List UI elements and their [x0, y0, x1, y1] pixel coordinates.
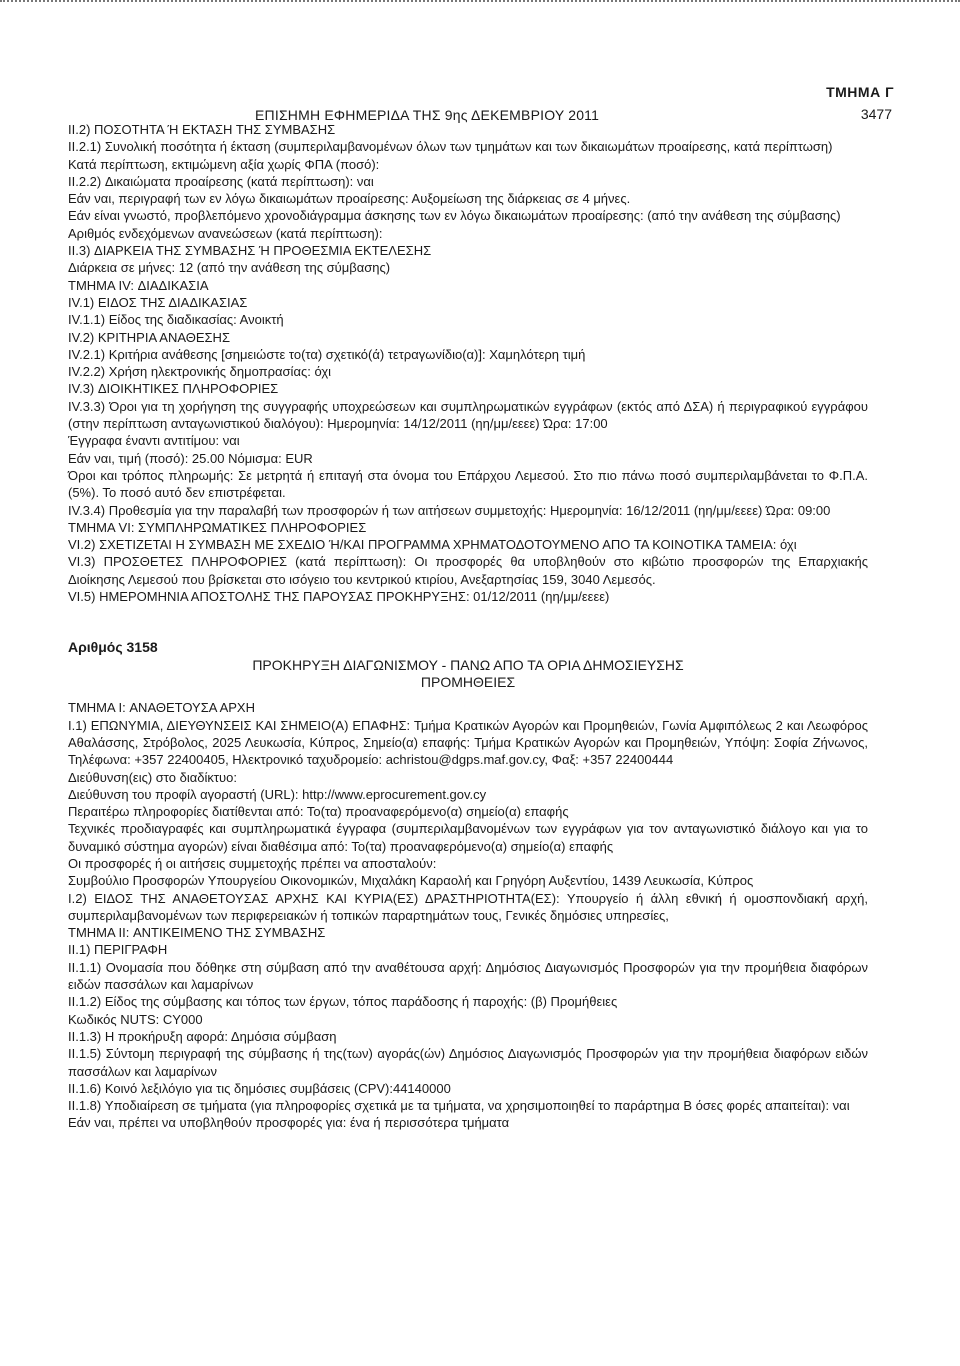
paragraph: Οι προσφορές ή οι αιτήσεις συμμετοχής πρέπει να αποσταλούν:	[68, 855, 437, 871]
paragraph: II.1) ΠΕΡΙΓΡΑΦΗ	[68, 942, 168, 958]
paragraph: IV.2.2) Χρήση ηλεκτρονικής δημοπρασίας: όχι	[68, 364, 332, 380]
scan-edge-line	[0, 0, 960, 8]
paragraph: Εάν ναι, πρέπει να υποβληθούν προσφορές για: ένα ή περισσότερα τμήματα	[68, 1115, 510, 1131]
section-heading: ΤΜΗΜΑ VI: ΣΥΜΠΛΗΡΩΜΑΤΙΚΕΣ ΠΛΗΡΟΦΟΡΙΕΣ	[68, 519, 367, 535]
paragraph: Έγγραφα έναντι αντιτίμου: ναι	[68, 433, 240, 449]
paragraph: IV.1.1) Είδος της διαδικασίας: Ανοικτή	[68, 312, 284, 328]
document-body	[68, 121, 868, 1132]
notice-title	[68, 657, 868, 691]
paragraph: Διεύθυνση του προφίλ αγοραστή (URL): http://www.eprocurement.gov.cy	[68, 786, 487, 802]
section-heading: ΤΜΗΜΑ II: ΑΝΤΙΚΕΙΜΕΝΟ ΤΗΣ ΣΥΜΒΑΣΗΣ	[68, 925, 326, 941]
paragraph: IV.3) ΔΙΟΙΚΗΤΙΚΕΣ ΠΛΗΡΟΦΟΡΙΕΣ	[68, 381, 279, 397]
paragraph: II.2.1) Συνολική ποσότητα ή έκταση (συμπεριλαμβανομένων όλων των τμημάτων και των δικαιωμάτων προαίρεσης, κατά περίπτωση)	[68, 139, 833, 155]
gazette-title: ΕΠΙΣΗΜΗ ΕΦΗΜΕΡΙΔΑ ΤΗΣ 9ης ΔΕΚΕΜΒΡΙΟΥ 2011	[255, 107, 600, 123]
paragraph: Αριθμός ενδεχόμενων ανανεώσεων (κατά περίπτωση):	[68, 225, 383, 241]
paragraph: IV.1) ΕΙΔΟΣ ΤΗΣ ΔΙΑΔΙΚΑΣΙΑΣ	[68, 294, 248, 310]
paragraph: Συμβούλιο Προσφορών Υπουργείου Οικονομικών, Μιχαλάκη Καραολή και Γρηγόρη Αυξεντίου, 1439 Λευκωσία, Κύπρος	[68, 873, 754, 889]
paragraph: Εάν ναι, τιμή (ποσό): 25.00 Νόμισμα: EUR	[68, 450, 313, 466]
section-heading: ΤΜΗΜΑ IV: ΔΙΑΔΙΚΑΣΙΑ	[68, 277, 209, 293]
paragraph: I.2) ΕΙΔΟΣ ΤΗΣ ΑΝΑΘΕΤΟΥΣΑΣ ΑΡΧΗΣ ΚΑΙ ΚΥΡΙΑ(ΕΣ) ΔΡΑΣΤΗΡΙΟΤΗΤΑ(ΕΣ): Υπουργείο ή άλλη εθνική ή ομοσπονδιακή αρχή, συμπεριλαμβανομένων των περιφερειακών ή τοπικών παραρτημάτων τους, Γενικές δημόσιες υπηρεσίες,	[68, 890, 868, 923]
page-number: 3477	[860, 106, 892, 122]
paragraph: Περαιτέρω πληροφορίες διατίθενται από: Το(τα) προαναφερόμενο(α) σημείο(α) επαφής	[68, 804, 569, 820]
paragraph: IV.3.4) Προθεσμία για την παραλαβή των προσφορών ή των αιτήσεων συμμετοχής: Ημερομηνία: 16/12/2011 (ηη/μμ/εεεε) Ώρα: 09:00	[68, 502, 831, 518]
paragraph: Διεύθυνση(εις) στο διαδίκτυο:	[68, 769, 237, 785]
paragraph: II.2) ΠΟΣΟΤΗΤΑ Ή ΕΚΤΑΣΗ ΤΗΣ ΣΥΜΒΑΣΗΣ	[68, 122, 336, 137]
paragraph: Κωδικός NUTS: CY000	[68, 1011, 203, 1027]
paragraph: II.1.8) Υποδιαίρεση σε τμήματα (για πληροφορίες σχετικά με τα τμήματα, να χρησιμοποιηθεί το παράρτημα Β όσες φορές απαιτείται): ναι	[68, 1098, 850, 1114]
paragraph: II.1.5) Σύντομη περιγραφή της σύμβασης ή της(των) αγοράς(ών) Δημόσιος Διαγωνισμός Προσφορών για την προμήθεια διαφόρων ειδών πασσάλων και λαμαρίνων	[68, 1046, 868, 1079]
paragraph: VI.2) ΣΧΕΤΙΖΕΤΑΙ Η ΣΥΜΒΑΣΗ ΜΕ ΣΧΕΔΙΟ Ή/ΚΑΙ ΠΡΟΓΡΑΜΜΑ ΧΡΗΜΑΤΟΔΟΤΟΥΜΕΝΟ ΑΠΟ ΤΑ ΚΟΙΝΟΤΙΚΑ ΤΑΜΕΙΑ: όχι	[68, 537, 797, 553]
paragraph: Εάν είναι γνωστό, προβλεπόμενο χρονοδιάγραμμα άσκησης των εν λόγω δικαιωμάτων προαίρεσης: (από την ανάθεση της σύμβασης)	[68, 208, 841, 224]
paragraph: I.1) ΕΠΩΝΥΜΙΑ, ΔΙΕΥΘΥΝΣΕΙΣ ΚΑΙ ΣΗΜΕΙΟ(Α) ΕΠΑΦΗΣ: Τμήμα Κρατικών Αγορών και Προμηθειών, Γωνία Αμφιπόλεως 2 και Λεωφόρος Αθαλάσσης, Στρόβολος, 2025 Λευκωσία, Κύπρος, Σημείο(α) επαφής: Τμήμα Κρατικών Αγορών και Προμηθειών, Υπόψη: Σοφία Ζήνωνος, Τηλέφωνα: +357 22400405, Ηλεκτρονικό ταχυδρομείο: achristou@dgps.maf.gov.cy, Φαξ: +357 22400444	[68, 717, 868, 768]
paragraph: Όροι και τρόπος πληρωμής: Σε μετρητά ή επιταγή στα όνομα του Επάρχου Λεμεσού. Στο πιο πάνω ποσό συμπεριλαμβάνεται το Φ.Π.Α. (5%). Το ποσό αυτό δεν επιστρέφεται.	[68, 467, 868, 501]
paragraph: IV.2.1) Κριτήρια ανάθεσης [σημειώστε το(τα) σχετικό(ά) τετραγωνίδιο(α)]: Χαμηλότερη τιμή	[68, 346, 586, 362]
section-label: ΤΜΗΜΑ Γ	[826, 84, 894, 100]
paragraph: Κατά περίπτωση, εκτιμώμενη αξία χωρίς ΦΠΑ (ποσό):	[68, 156, 380, 172]
notice-number: Αριθμός 3158	[68, 639, 158, 656]
paragraph: II.1.6) Κοινό λεξιλόγιο για τις δημόσιες συμβάσεις (CPV):44140000	[68, 1080, 451, 1096]
notice-title-line: ΠΡΟΚΗΡΥΞΗ ΔΙΑΓΩΝΙΣΜΟΥ - ΠΑΝΩ ΑΠΟ ΤΑ ΟΡΙΑ ΔΗΜΟΣΙΕΥΣΗΣ	[252, 657, 684, 674]
paragraph: II.3) ΔΙΑΡΚΕΙΑ ΤΗΣ ΣΥΜΒΑΣΗΣ Ή ΠΡΟΘΕΣΜΙΑ ΕΚΤΕΛΕΣΗΣ	[68, 243, 432, 259]
paragraph: II.1.3) Η προκήρυξη αφορά: Δημόσια σύμβαση	[68, 1028, 337, 1044]
paragraph: VI.5) ΗΜΕΡΟΜΗΝΙΑ ΑΠΟΣΤΟΛΗΣ ΤΗΣ ΠΑΡΟΥΣΑΣ ΠΡΟΚΗΡΥΞΗΣ: 01/12/2011 (ηη/μμ/εεεε)	[68, 589, 610, 605]
paragraph: II.1.2) Είδος της σύμβασης και τόπος των έργων, τόπος παράδοσης ή παροχής: (β) Προμήθειες	[68, 994, 618, 1010]
notice-title-line: ΠΡΟΜΗΘΕΙΕΣ	[420, 674, 516, 691]
paragraph: II.2.2) Δικαιώματα προαίρεσης (κατά περίπτωση): ναι	[68, 173, 374, 189]
paragraph: IV.2) ΚΡΙΤΗΡΙΑ ΑΝΑΘΕΣΗΣ	[68, 329, 230, 345]
paragraph: II.1.1) Ονομασία που δόθηκε στη σύμβαση από την αναθέτουσα αρχή: Δημόσιος Διαγωνισμός Προσφορών για την προμήθεια διαφόρων ειδών πασσάλων και λαμαρίνων	[68, 959, 868, 993]
paragraph: Εάν ναι, περιγραφή των εν λόγω δικαιωμάτων προαίρεσης: Αυξομείωση της διάρκειας σε 4 μήνες.	[68, 191, 631, 207]
section-heading: ΤΜΗΜΑ I: ΑΝΑΘΕΤΟΥΣΑ ΑΡΧΗ	[68, 700, 255, 716]
paragraph: Τεχνικές προδιαγραφές και συμπληρωματικά έγγραφα (συμπεριλαμβανομένων των εγγράφων για τον ανταγωνιστικό διάλογο και για το δυναμικό σύστημα αγορών) είναι διαθέσιμα από: Το(τα) προαναφερόμενο(α) σημείο(α) επαφής	[68, 821, 868, 854]
spacer	[68, 605, 868, 639]
paragraph: VI.3) ΠΡΟΣΘΕΤΕΣ ΠΛΗΡΟΦΟΡΙΕΣ (κατά περίπτωση): Οι προσφορές θα υποβληθούν στο κιβώτιο προσφορών της Επαρχιακής Διοίκησης Λεμεσού που βρίσκεται στο ισόγειο του κεντρικού κτιρίου, Ανεξαρτησίας 159, 3040 Λεμεσός.	[68, 554, 868, 587]
paragraph: IV.3.3) Όροι για τη χορήγηση της συγγραφής υποχρεώσεων και συμπληρωματικών εγγράφων (εκτός από ΔΣΑ) ή περιγραφικού εγγράφου (στην περίπτωση ανταγωνιστικού διαλόγου): Ημερομηνία: 14/12/2011 (ηη/μμ/εεεε) Ώρα: 17:00	[68, 398, 868, 432]
paragraph: Διάρκεια σε μήνες: 12 (από την ανάθεση της σύμβασης)	[68, 260, 391, 276]
notice-header	[68, 639, 868, 691]
